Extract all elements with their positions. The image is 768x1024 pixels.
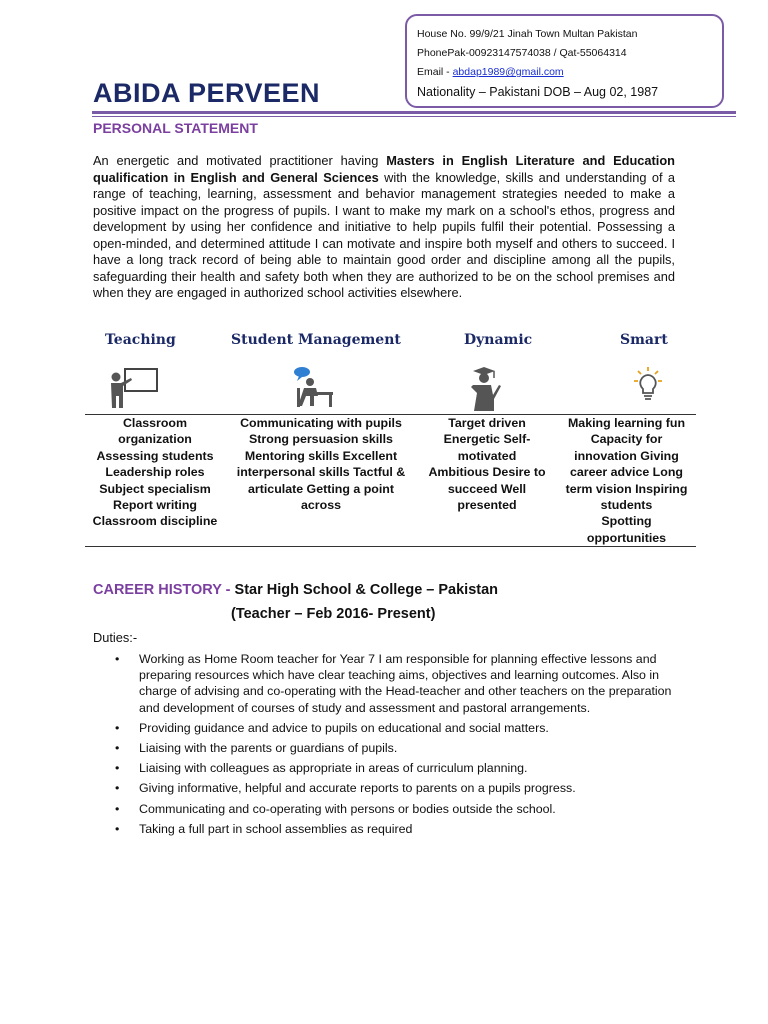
contact-email-label: Email -	[417, 66, 453, 78]
skill-line: motivated	[457, 448, 517, 463]
skills-table	[85, 414, 696, 547]
duty-item	[93, 740, 693, 756]
bullet: •	[115, 821, 120, 836]
contact-phone: PhonePak-00923147574038 / Qat-55064314	[417, 47, 627, 59]
skill-line: career advice Long	[570, 465, 683, 480]
skill-line: innovation Giving	[574, 448, 679, 463]
skill-headings	[85, 332, 696, 362]
duty-text: Giving informative, helpful and accurate reports to parents on a pupils progress.	[139, 781, 576, 796]
skill-line: opportunities	[586, 530, 667, 545]
bullet: •	[115, 801, 120, 816]
skill-column-student-management	[225, 415, 417, 513]
skill-line: Target driven	[448, 416, 526, 430]
skill-line: Leadership roles	[105, 465, 205, 480]
student-desk-icon	[291, 366, 335, 410]
duty-text: Liaising with colleagues as appropriate in areas of curriculum planning.	[139, 761, 528, 776]
skill-line: students	[600, 498, 653, 513]
skill-line: interpersonal skills Tactful &	[236, 465, 406, 480]
duty-item	[93, 720, 693, 736]
duty-text: Providing guidance and advice to pupils on educational and social matters.	[139, 720, 549, 735]
duty-text: Working as Home Room teacher for Year 7 I am responsible for planning effective lessons and preparing resources which have clear teaching aims, objectives and learning outcomes. Also in charge of advising and co-operating with the Head-teacher and other teachers on the preparation and development of courses of study and assessment and pastoral arrangements.	[139, 652, 672, 715]
skill-heading-student-management: Student Management	[231, 332, 401, 348]
contact-nationality: Nationality – Pakistani DOB – Aug 02, 1987	[417, 85, 659, 99]
skill-line: across	[301, 498, 341, 513]
bullet: •	[115, 652, 120, 666]
duty-text: Taking a full part in school assemblies as required	[139, 821, 413, 836]
skill-heading-smart: Smart	[620, 332, 668, 348]
career-history-heading	[93, 582, 498, 598]
skill-line: Mentoring skills Excellent	[244, 448, 398, 463]
header-divider-thin	[92, 116, 736, 117]
skill-line: Classroom	[122, 416, 188, 430]
contact-address: House No. 99/9/21 Jinah Town Multan Pakistan	[417, 28, 638, 40]
personal-statement-heading: PERSONAL STATEMENT	[93, 120, 258, 136]
personal-statement-text	[93, 153, 675, 302]
skill-line: Assessing students	[96, 448, 214, 463]
skill-line: organization	[118, 432, 192, 447]
contact-box	[405, 14, 724, 108]
bullet: •	[115, 741, 120, 756]
duty-text: Communicating and co-operating with persons or bodies outside the school.	[139, 801, 556, 816]
statement-part-2: with the knowledge, skills and understanding of a range of teaching, learning, assessment and behavior management strategies needed to make a positive impact on the progress of pupils. I want to make my mark on a school's ethos, progress and development by using her confidence and initiative to help pupils fulfil their potential. Possessing a open-minded, and determined attitude I can motivate and inspire both myself and others to succeed. I have a long track record of being able to maintain good order and discipline among all the pupils, safeguarding their health and safety both when they are authorized to be on the school premises and when they are engaged in authorized school activities elsewhere.	[93, 169, 675, 300]
skill-line: term vision Inspiring	[565, 481, 688, 496]
duty-text: Liaising with the parents or guardians of pupils.	[139, 741, 398, 756]
skill-line: Energetic Self-	[443, 432, 531, 447]
duty-item	[93, 780, 693, 796]
statement-part-1: An energetic and motivated practitioner having	[93, 153, 387, 168]
skill-line: articulate Getting a point	[248, 481, 394, 496]
skill-column-dynamic	[417, 415, 557, 513]
career-school: Star High School & College – Pakistan	[234, 582, 499, 598]
teacher-board-icon	[109, 366, 161, 410]
duty-item	[93, 651, 693, 716]
skill-line: Ambitious Desire to	[428, 465, 546, 480]
duty-item	[93, 801, 693, 817]
bullet: •	[115, 720, 120, 735]
bullet: •	[115, 761, 120, 776]
duty-item	[93, 760, 693, 776]
statement-qualification: Masters in English Literature and Education qualification in English and General Sciences	[93, 153, 675, 185]
skill-line: Capacity for	[590, 432, 663, 447]
duties-label: Duties:-	[93, 630, 138, 645]
contact-email-row	[417, 63, 722, 82]
skill-line: succeed Well	[447, 481, 527, 496]
career-separator: -	[221, 582, 235, 598]
skill-line: Report writing	[113, 498, 197, 513]
skill-heading-dynamic: Dynamic	[464, 332, 533, 348]
skill-line: presented	[457, 498, 517, 513]
contact-email-link[interactable]: abdap1989@gmail.com	[452, 66, 564, 78]
bullet: •	[115, 781, 120, 796]
graduate-icon	[467, 366, 501, 412]
skill-heading-teaching: Teaching	[105, 332, 176, 348]
skill-column-smart	[557, 415, 696, 546]
skill-line: Subject specialism	[99, 481, 211, 496]
skills-section	[85, 332, 696, 547]
skill-line: Making learning fun	[567, 416, 686, 430]
career-role: (Teacher – Feb 2016- Present)	[231, 606, 436, 622]
lightbulb-icon	[633, 366, 663, 406]
skill-line: Communicating with pupils	[240, 416, 402, 430]
skill-line: Classroom discipline	[92, 514, 218, 529]
skill-icons	[85, 362, 696, 414]
duty-item	[93, 821, 693, 837]
skill-column-teaching	[85, 415, 225, 530]
skill-line: Spotting	[601, 514, 652, 529]
header-divider-thick	[92, 111, 736, 114]
career-history-label: CAREER HISTORY	[93, 582, 222, 598]
candidate-name: ABIDA PERVEEN	[93, 78, 321, 108]
skill-line: Strong persuasion skills	[249, 432, 393, 447]
duties-list	[93, 651, 693, 841]
